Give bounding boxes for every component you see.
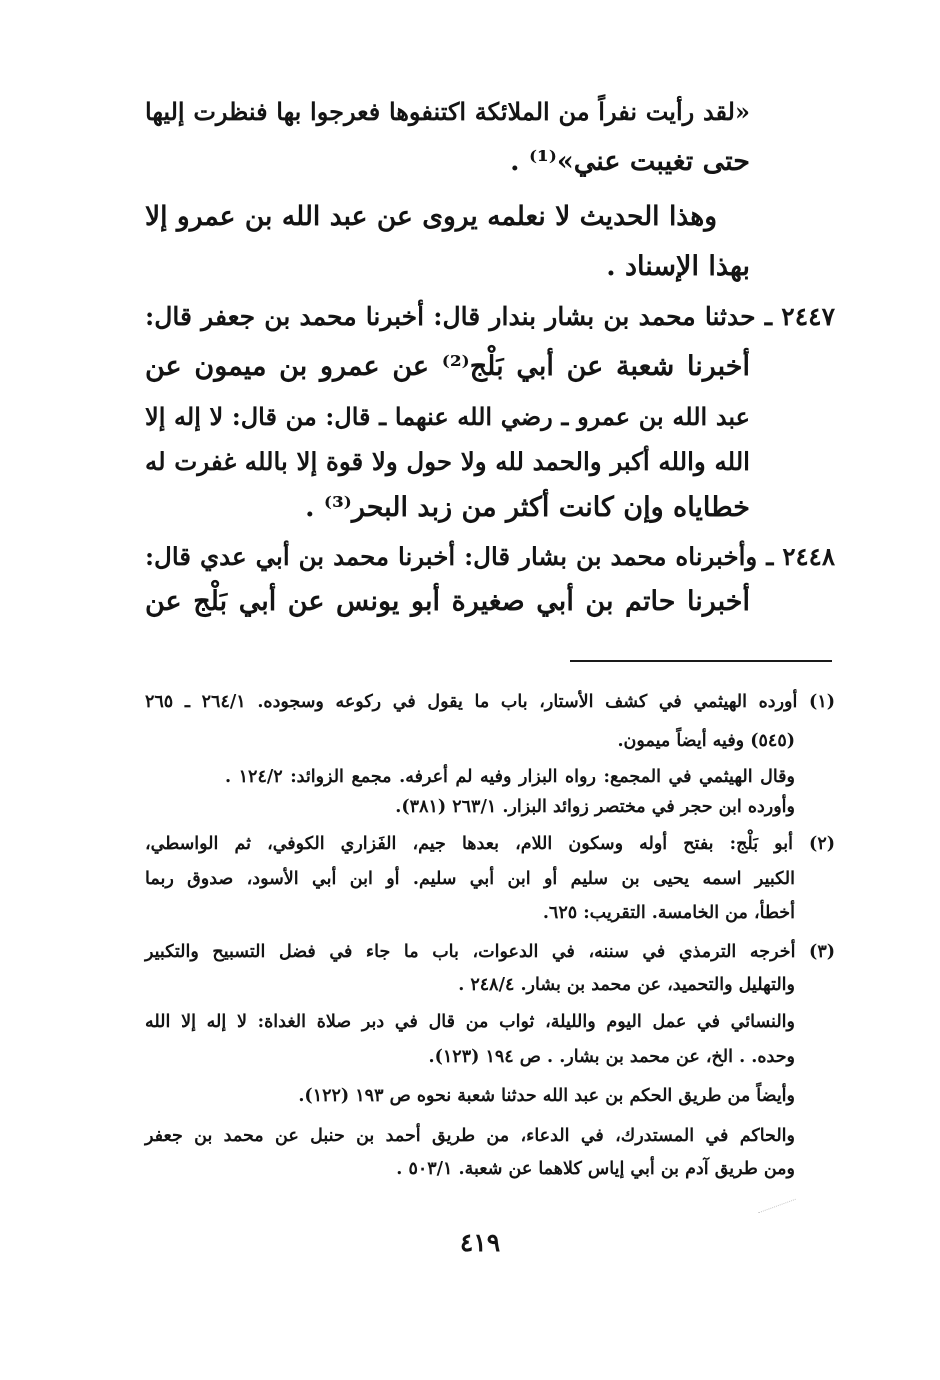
- footnote-3-line-3: والنسائي في عمل اليوم والليلة، ثواب من قال في دبر صلاة الغداة: لا إله إلا الله: [145, 1012, 795, 1032]
- hadith-2447-line-1: ٢٤٤٧ ـ حدثنا محمد بن بشار بندار قال: أخبرنا محمد بن جعفر قال:: [145, 302, 835, 331]
- body-line-4: بهذا الإسناد .: [606, 251, 750, 282]
- hadith-2448-line-2: أخبرنا حاتم بن أبي صغيرة أبو يونس عن أبي بَلْج عن: [145, 586, 750, 617]
- footnote-1-line-2: (٥٤٥) وفيه أيضاً ميمون.: [617, 731, 795, 751]
- body-line-2: حتى تغيبت عني»⁽¹⁾ .: [510, 146, 750, 177]
- scan-smudge: [758, 1199, 802, 1231]
- footnote-3-line-5: وأيضاً من طريق الحكم بن عبد الله حدثنا شعبة نحوه ص ١٩٣ (١٢٢).: [298, 1086, 795, 1106]
- footnote-1-line-1: (١) أورده الهيثمي في كشف الأستار، باب ما يقول في ركوعه وسجوده. ٢٦٤/١ ـ ٢٦٥: [145, 692, 835, 712]
- body-line-3: وهذا الحديث لا نعلمه يروى عن عبد الله بن عمرو إلا: [145, 201, 717, 232]
- footnote-3-line-1: (٣) أخرجه الترمذي في سننه، في الدعوات، باب ما جاء في فضل التسبيح والتكبير: [145, 942, 835, 962]
- footnote-2-line-2: الكبير اسمه يحيى بن سليم أو ابن أبي سليم. أو ابن أبي الأسود، صدوق ربما: [145, 869, 795, 889]
- hadith-2447-line-4: الله والله أكبر والحمد لله ولا حول ولا قوة إلا بالله غفرت له: [145, 447, 750, 476]
- footnote-3-line-4: وحده. . الخ، عن محمد بن بشار. . ص ١٩٤ (١٢٣).: [428, 1047, 795, 1067]
- body-line-1: «لقد رأيت نفراً من الملائكة اكتنفوها فعرجوا بها فنظرت إليها: [145, 97, 750, 126]
- page-number: ٤١٩: [459, 1228, 501, 1257]
- footnote-separator: [570, 660, 832, 662]
- footnote-1-line-3: وقال الهيثمي في المجمع: رواه البزار وفيه لم أعرفه. مجمع الزوائد: ١٢٤/٢ .: [225, 767, 795, 787]
- footnote-2-line-3: أخطأ، من الخامسة. التقريب: ٦٢٥.: [542, 903, 795, 923]
- footnote-1-line-4: وأورده ابن حجر في مختصر زوائد البزار. ٢٦٣/١ (٣٨١).: [395, 797, 795, 817]
- hadith-2447-line-5: خطاياه وإن كانت أكثر من زبد البحر⁽³⁾ .: [305, 492, 750, 523]
- hadith-2448-line-1: ٢٤٤٨ ـ وأخبرناه محمد بن بشار قال: أخبرنا محمد بن أبي عدي قال:: [145, 542, 835, 571]
- footnote-2-line-1: (٢) أبو بَلْج: بفتح أوله وسكون اللام، بعدها جيم، الفَزاري الكوفي، ثم الواسطي،: [145, 834, 835, 854]
- hadith-2447-line-3: عبد الله بن عمرو ـ رضي الله عنهما ـ قال: من قال: لا إله إلا: [145, 402, 750, 431]
- footnote-3-line-6: والحاكم في المستدرك، في الدعاء، من طريق أحمد بن حنبل عن محمد بن جعفر: [145, 1126, 795, 1146]
- hadith-2447-line-2: أخبرنا شعبة عن أبي بَلْج⁽²⁾ عن عمرو بن ميمون عن: [145, 351, 750, 382]
- footnote-3-line-2: والتهليل والتحميد، عن محمد بن بشار. ٢٤٨/٤ .: [458, 975, 795, 995]
- footnote-3-line-7: ومن طريق آدم بن أبي إياس كلاهما عن شعبة. ٥٠٣/١ .: [396, 1159, 795, 1179]
